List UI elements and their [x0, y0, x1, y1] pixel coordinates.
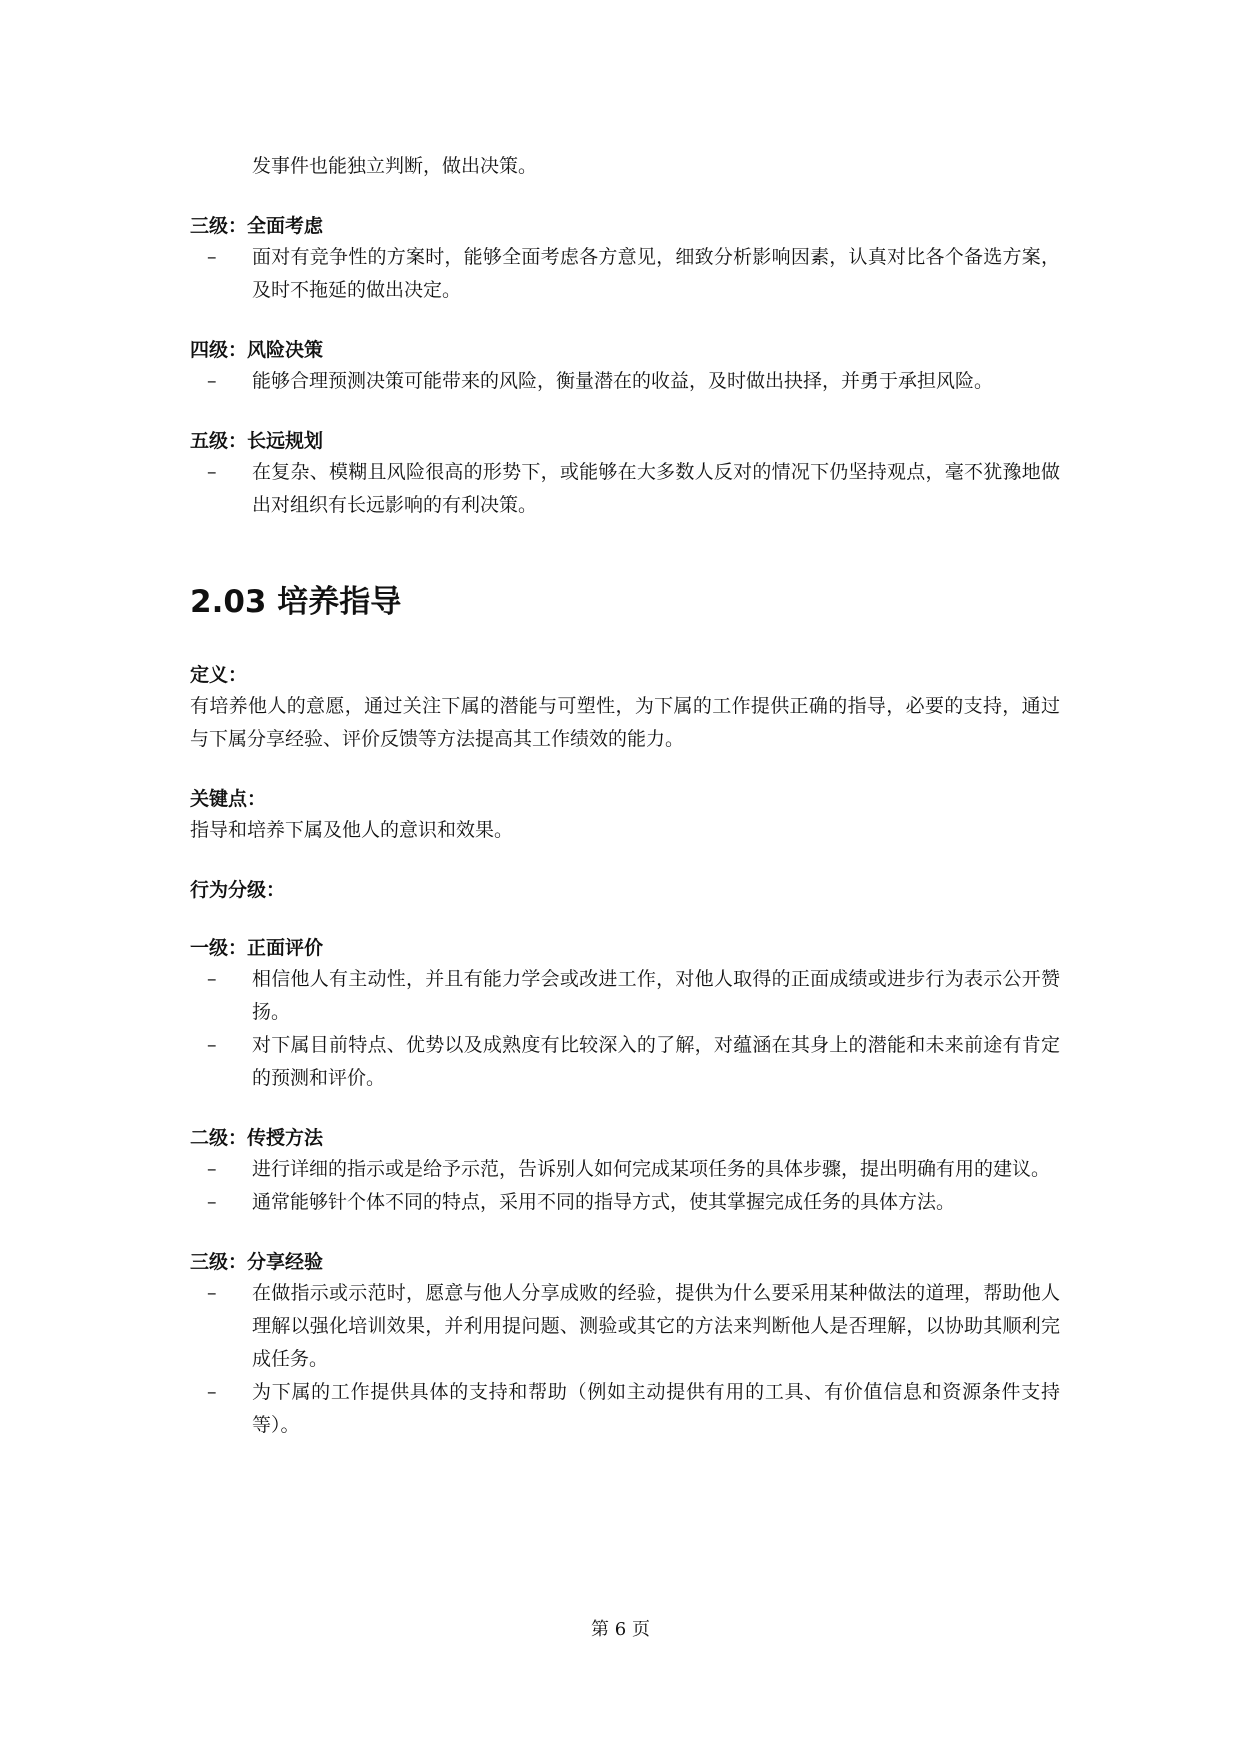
bullet-list: [190, 1153, 1060, 1219]
bullet-item: [190, 365, 1060, 398]
bullet-text: 对下属目前特点、优势以及成熟度有比较深入的了解，对蕴涵在其身上的潜能和未来前途有肯定的预测和评价。: [252, 1034, 1060, 1089]
dash-marker: –: [207, 461, 217, 483]
page-content: [190, 150, 1060, 1442]
bullet-text: 在复杂、模糊且风险很高的形势下，或能够在大多数人反对的情况下仍坚持观点，毫不犹豫地做出对组织有长远影响的有利决策。: [252, 461, 1060, 516]
bullet-item: [190, 1277, 1060, 1376]
levels-group-b: [190, 905, 1060, 1442]
spacer: [190, 756, 1060, 784]
spacer: [190, 1219, 1060, 1247]
bullet-list: [190, 365, 1060, 398]
level-heading: 三级：全面考虑: [190, 215, 324, 237]
dash-marker: –: [207, 1158, 217, 1180]
bullet-list: [190, 963, 1060, 1095]
dash-marker: –: [207, 246, 217, 268]
spacer: [190, 905, 1060, 933]
bullet-item: [190, 1376, 1060, 1442]
bullet-text: 在做指示或示范时，愿意与他人分享成败的经验，提供为什么要采用某种做法的道理，帮助他人理解以强化培训效果，并利用提问题、测验或其它的方法来判断他人是否理解，以协助其顺利完成任务。: [252, 1282, 1060, 1370]
dash-marker: –: [207, 1381, 217, 1403]
level-heading: 四级：风险决策: [190, 339, 324, 361]
spacer: [190, 307, 1060, 335]
levels-group-a: [190, 183, 1060, 522]
spacer: [190, 847, 1060, 875]
bullet-text: 进行详细的指示或是给予示范，告诉别人如何完成某项任务的具体步骤，提出明确有用的建议。: [252, 1158, 1051, 1180]
section-title: 2.03 培养指导: [190, 584, 402, 620]
level-heading: 一级：正面评价: [190, 937, 324, 959]
spacer: [190, 522, 1060, 582]
key-point-label: 关键点：: [190, 788, 267, 810]
bullet-list: [190, 456, 1060, 522]
bullet-text: 面对有竞争性的方案时，能够全面考虑各方意见，细致分析影响因素，认真对比各个备选方案，及时不拖延的做出决定。: [252, 246, 1060, 301]
bullet-item: [190, 241, 1060, 307]
bullet-text: 能够合理预测决策可能带来的风险，衡量潜在的收益，及时做出抉择，并勇于承担风险。: [252, 370, 994, 392]
bullet-text: 通常能够针个体不同的特点，采用不同的指导方式，使其掌握完成任务的具体方法。: [252, 1191, 956, 1213]
continuation-text: 发事件也能独立判断，做出决策。: [252, 155, 538, 177]
bullet-item: [190, 1186, 1060, 1219]
spacer: [190, 622, 1060, 660]
dash-marker: –: [207, 1282, 217, 1304]
bullet-list: [190, 241, 1060, 307]
definition-label: 定义：: [190, 664, 248, 686]
level-heading: 二级：传授方法: [190, 1127, 324, 1149]
bullet-list: [190, 1277, 1060, 1442]
spacer: [190, 183, 1060, 211]
bullet-item: [190, 963, 1060, 1029]
level-heading: 五级：长远规划: [190, 430, 324, 452]
bullet-text: 为下属的工作提供具体的支持和帮助（例如主动提供有用的工具、有价值信息和资源条件支持等）。: [252, 1381, 1060, 1436]
dash-marker: –: [207, 1034, 217, 1056]
bullet-text: 相信他人有主动性，并且有能力学会或改进工作，对他人取得的正面成绩或进步行为表示公开赞扬。: [252, 968, 1060, 1023]
bullet-item: [190, 456, 1060, 522]
page-number: 第 6 页: [591, 1619, 650, 1640]
level-heading: 三级：分享经验: [190, 1251, 324, 1273]
grading-label: 行为分级：: [190, 879, 286, 901]
definition-text: 有培养他人的意愿，通过关注下属的潜能与可塑性，为下属的工作提供正确的指导，必要的支持，通过与下属分享经验、评价反馈等方法提高其工作绩效的能力。: [190, 695, 1060, 750]
bullet-item: [190, 1029, 1060, 1095]
spacer: [190, 398, 1060, 426]
bullet-item: [190, 1153, 1060, 1186]
spacer: [190, 1095, 1060, 1123]
dash-marker: –: [207, 370, 217, 392]
dash-marker: –: [207, 968, 217, 990]
key-point-text: 指导和培养下属及他人的意识和效果。: [190, 819, 514, 841]
dash-marker: –: [207, 1191, 217, 1213]
